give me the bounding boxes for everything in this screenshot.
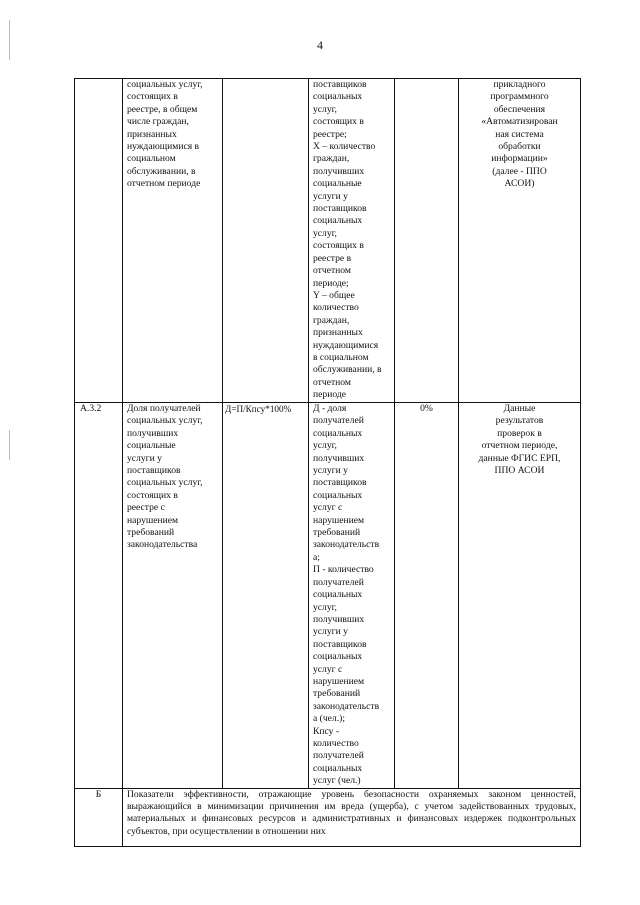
section-text: Показатели эффективности, отражающие уровень безопасности охраняемых законом ценностей, выражающийся в минимизации причинения им вреда (ущерба), с учетом задействованных трудовых, материальных и финансовых ресурсов и административных и финансовых издержек подконтрольных субъектов, при осуществлении в отношении них	[123, 788, 581, 846]
section-id: Б	[75, 788, 123, 846]
indicator-id	[75, 79, 123, 403]
table-row	[75, 79, 581, 403]
indicator-source: прикладного программного обеспечения «Автоматизирован ная система обработки информации» (далее - ППО АСОИ)	[459, 79, 581, 403]
table-row	[75, 403, 581, 789]
scan-margin-mark	[9, 430, 10, 460]
indicator-source: Данные результатов проверок в отчетном периоде, данные ФГИС ЕРП, ППО АСОИ	[459, 403, 581, 789]
indicator-id: А.3.2	[75, 403, 123, 789]
indicator-definition: поставщиков социальных услуг, состоящих в реестре; X – количество граждан, получивших социальные услуги у поставщиков социальных услуг, состоящих в реестре в отчетном периоде; Y – общее количество граждан, признанных нуждающимися в социальном обслуживании, в отчетном периоде	[309, 79, 395, 403]
indicator-name: Доля получателей социальных услуг, получивших социальные услуги у поставщиков социальных услуг, состоящих в реестре с нарушением требований законодательства	[123, 403, 223, 789]
indicator-name: социальных услуг, состоящих в реестре, в общем числе граждан, признанных нуждающимися в социальном обслуживании, в отчетном периоде	[123, 79, 223, 403]
indicator-target	[395, 79, 459, 403]
indicator-formula	[223, 79, 309, 403]
indicator-target: 0%	[395, 403, 459, 789]
page-number: 4	[317, 38, 323, 52]
indicators-table	[74, 78, 581, 847]
indicator-formula: Д=П/Кпсу*100%	[223, 403, 309, 789]
section-row	[75, 788, 581, 846]
indicator-definition: Д - доля получателей социальных услуг, получивших услуги у поставщиков социальных услуг с нарушением требований законодательств а; П - количество получателей социальных услуг, получивших услуги у поставщиков социальных услуг с нарушением требований законодательств а (чел.); Кпсу - количество получателей социальных услуг (чел.)	[309, 403, 395, 789]
